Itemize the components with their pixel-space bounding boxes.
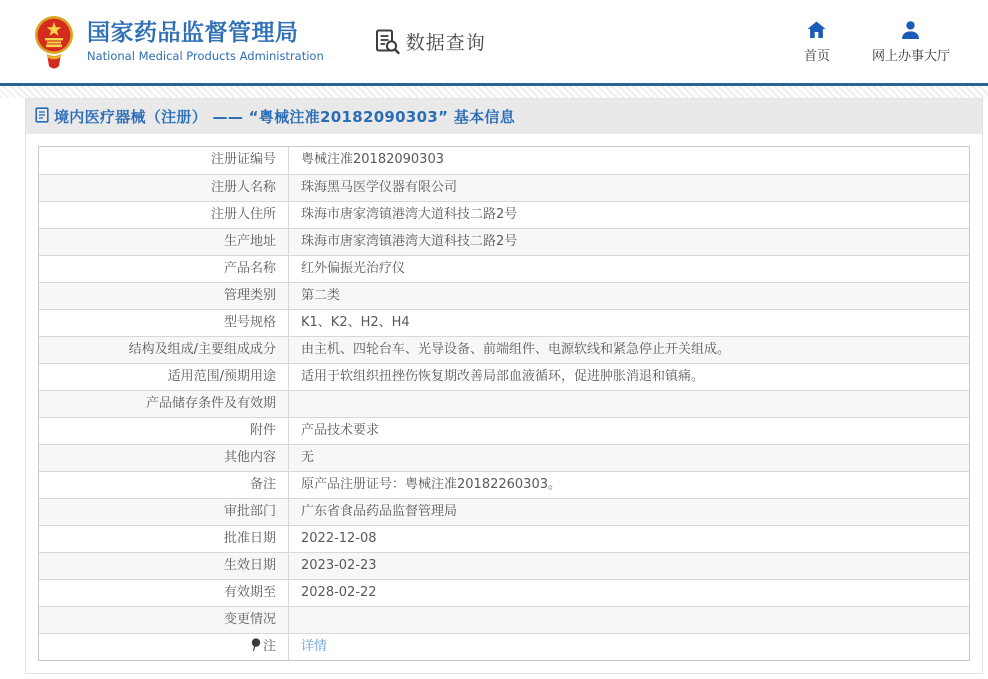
table-row	[39, 579, 969, 606]
row-label: 注册证编号	[39, 147, 289, 174]
row-value: 珠海黑马医学仪器有限公司	[301, 180, 458, 195]
table-row	[39, 444, 969, 471]
table-row	[39, 498, 969, 525]
balloon-marker-icon	[251, 635, 261, 661]
row-label	[39, 634, 289, 660]
table-row	[39, 255, 969, 282]
row-value: 珠海市唐家湾镇港湾大道科技二路2号	[301, 234, 518, 249]
table-row	[39, 606, 969, 633]
row-value: 广东省食品药品监督管理局	[301, 504, 458, 519]
header-nav	[804, 20, 950, 64]
nav-service-hall-label: 网上办事大厅	[871, 48, 950, 64]
table-row	[39, 417, 969, 444]
table-row	[39, 201, 969, 228]
row-value: 红外偏振光治疗仪	[301, 261, 406, 276]
nmpa-logo[interactable]	[34, 14, 324, 70]
details-link[interactable]: 详情	[301, 639, 328, 654]
row-label: 有效期至	[39, 580, 289, 606]
note-label: 注	[262, 639, 276, 654]
row-value: K1、K2、H2、H4	[301, 315, 410, 330]
row-label: 备注	[39, 472, 289, 498]
data-query-label: 数据查询	[405, 32, 486, 54]
decorative-hatch-band	[0, 86, 988, 98]
table-row	[39, 363, 969, 390]
page-title: 境内医疗器械（注册） —— “粤械注准20182090303” 基本信息	[54, 108, 515, 126]
table-row	[39, 552, 969, 579]
row-label: 型号规格	[39, 310, 289, 336]
table-row-note	[39, 633, 969, 660]
row-label: 产品名称	[39, 256, 289, 282]
row-label: 结构及组成/主要组成成分	[39, 337, 289, 363]
row-value	[289, 634, 969, 660]
document-icon	[35, 107, 49, 127]
registration-info-table	[38, 146, 970, 661]
row-value: 适用于软组织扭挫伤恢复期改善局部血液循环，促进肿胀消退和镇痛。	[301, 369, 705, 384]
row-label: 批准日期	[39, 526, 289, 552]
row-value: 无	[301, 450, 315, 465]
row-value: 粤械注准20182090303	[301, 152, 444, 167]
table-row	[39, 336, 969, 363]
logo-title-cn: 国家药品监督管理局	[87, 19, 299, 46]
nav-item-home[interactable]	[804, 20, 830, 64]
table-row	[39, 147, 969, 174]
row-value	[289, 607, 969, 633]
row-value: 2023-02-23	[301, 558, 377, 573]
content-panel	[25, 98, 983, 674]
table-row	[39, 174, 969, 201]
row-value: 2022-12-08	[301, 531, 377, 546]
home-icon	[806, 20, 827, 40]
row-label: 附件	[39, 418, 289, 444]
row-label: 注册人名称	[39, 175, 289, 201]
row-label: 适用范围/预期用途	[39, 364, 289, 390]
row-value: 由主机、四轮台车、光导设备、前端组件、电源软线和紧急停止开关组成。	[301, 342, 731, 357]
row-label: 其他内容	[39, 445, 289, 471]
row-value: 珠海市唐家湾镇港湾大道科技二路2号	[301, 207, 518, 222]
row-value: 2028-02-22	[301, 585, 377, 600]
row-label: 生产地址	[39, 229, 289, 255]
row-label: 注册人住所	[39, 202, 289, 228]
row-label: 变更情况	[39, 607, 289, 633]
table-row	[39, 228, 969, 255]
logo-title-en: National Medical Products Administration	[87, 49, 324, 64]
table-row	[39, 471, 969, 498]
nav-item-service-hall[interactable]	[872, 20, 950, 64]
page-title-bar	[26, 99, 982, 134]
row-label: 生效日期	[39, 553, 289, 579]
row-value: 第二类	[301, 288, 341, 303]
national-emblem-icon	[34, 14, 74, 70]
table-row	[39, 309, 969, 336]
row-value: 产品技术要求	[301, 423, 380, 438]
row-value: 原产品注册证号：粤械注准20182260303。	[301, 477, 561, 492]
row-label: 产品储存条件及有效期	[39, 391, 289, 417]
row-label: 审批部门	[39, 499, 289, 525]
data-query-nav[interactable]	[374, 28, 486, 55]
site-header	[0, 0, 988, 86]
table-row	[39, 282, 969, 309]
nav-home-label: 首页	[803, 48, 830, 64]
row-value	[289, 391, 969, 417]
logo-text	[87, 20, 324, 63]
table-row	[39, 390, 969, 417]
row-label: 管理类别	[39, 283, 289, 309]
user-icon	[900, 20, 921, 40]
document-search-icon	[374, 28, 401, 55]
table-row	[39, 525, 969, 552]
